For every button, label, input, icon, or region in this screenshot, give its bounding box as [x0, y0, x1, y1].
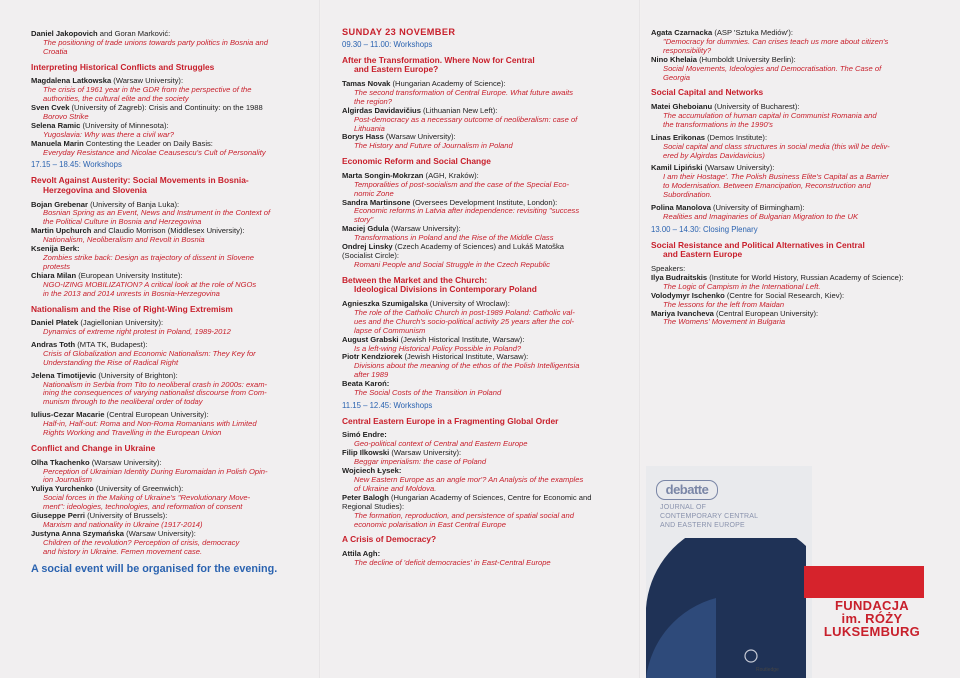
section-title [31, 176, 312, 195]
talk-title-line: Geo-political context of Central and Eastern Europe [354, 439, 528, 449]
talk-title-line: The Womens' Movement in Bulgaria [663, 317, 786, 327]
speaker-affiliation: (Central European University): [104, 410, 209, 420]
speaker-name: Ksenija Berk: [31, 244, 80, 254]
speaker-affiliation: (MTA TK, Budapest): [75, 339, 148, 349]
speaker-name: Simó Endre: [342, 430, 387, 440]
section-title-line: Herzegovina and Slovenia [43, 184, 147, 195]
speaker-affiliation: (University of Minnesota): [80, 120, 169, 130]
speaker-name: Linas Erikonas [651, 132, 706, 142]
speaker-name: Giuseppe Perri [31, 511, 86, 521]
speaker-name: Polina Manolova [651, 203, 711, 213]
speaker-affiliation: (ASP 'Sztuka Mediów'): [712, 28, 794, 37]
speaker-affiliation: and Claudio Morrison (Middlesex University): [91, 226, 245, 236]
talk-title-line: Post-democracy as a necessary outcome of neoliberalism: case of [354, 114, 578, 124]
talk-title-line: Zombies strike back: Design as trajectory of dissent in Slovene [43, 253, 255, 262]
speaker-affiliation: (Oversees Development Institute, London): [410, 197, 558, 207]
speaker-name: Tamas Novak [342, 79, 391, 88]
journal-logo: debatte [656, 480, 718, 500]
talk-title-line: ues and the Church's socio-political activity 25 years after the col- [354, 316, 575, 326]
speaker-name: Beata Karoń: [342, 379, 390, 389]
speaker-name: Chiara Milan [31, 270, 77, 280]
section-title [651, 241, 950, 260]
talk-title-line: Beggar imperialism: the case of Poland [354, 457, 487, 467]
speaker-affiliation: (University of Zagreb): Crisis and Continuity: on the 1988 [69, 103, 263, 113]
talk-title-line: Social capital and class structures in social media (this will be deliv- [663, 141, 890, 151]
column-middle [320, 0, 640, 678]
section-title-line: After the Transformation. Where Now for Central [342, 54, 535, 65]
time-slot: 13.00 – 14.30: Closing Plenary [651, 224, 758, 234]
speaker-list [31, 201, 312, 299]
talk-title-line: ment": ideologies, technologies, and reformation of consent [43, 502, 243, 512]
talk-title-line: Subordination. [663, 190, 712, 200]
speaker-list [31, 30, 312, 57]
section-title: Interpreting Historical Conflicts and Struggles [31, 61, 215, 72]
speaker-affiliation: (Central European University): [713, 308, 819, 318]
talk-title-line: Realities and Imaginaries of Bulgarian Migration to the UK [663, 212, 859, 221]
publisher-name: Routledge [756, 667, 779, 673]
speaker-name: Olha Tkachenko [31, 457, 90, 467]
talk-title-line: The role of the Catholic Church in post-1989 Poland: Catholic val- [354, 307, 575, 317]
talk-title-line: Bosnian Spring as an Event, News and Instrument in the Context of [43, 208, 271, 218]
speaker-name: Martin Upchurch [31, 226, 92, 236]
speaker-affiliation: Regional Studies): [342, 501, 405, 511]
talk-title-line: Lithuania [354, 123, 385, 133]
speaker-affiliation: (University of Wroclaw): [427, 299, 510, 308]
speaker-name: Filip Ilkowski [342, 448, 390, 458]
talk-title-line: The lessons for the left from Maidan [663, 299, 785, 309]
talk-title-line: the Political Culture in Bosnia and Herzegovina [43, 217, 202, 227]
talk-title-line: of Ukraine and Moldova. [354, 483, 437, 493]
talk-title-line: Nationalism, Neoliberalism and Revolt in Bosnia [43, 235, 205, 245]
talk-title-line: Dynamics of extreme right protest in Poland, 1989-2012 [43, 327, 231, 337]
talk-title-line: in the 2013 and 2014 unrests in Bosnia-Herzegovina [43, 288, 220, 298]
speaker-affiliation: (Hungarian Academy of Sciences, Centre for Economic and [388, 492, 592, 502]
talk-title-line: The Social Costs of the Transition in Poland [354, 388, 502, 398]
talk-title-line: after 1989 [354, 370, 389, 380]
social-event-note: A social event will be organised for the evening. [31, 562, 278, 575]
speaker-name: Iulius-Cezar Macarie [31, 410, 105, 420]
speakers-label: Speakers: [651, 264, 686, 273]
talk-title-line: The History and Future of Journalism in Poland [354, 141, 513, 151]
speaker-name: Borys Hass [342, 132, 384, 142]
speaker-affiliation: Contesting the Leader on Daily Basis: [83, 138, 213, 148]
time-slot: 09.30 – 11.00: Workshops [342, 39, 433, 49]
section-title-line: Ideological Divisions in Contemporary Poland [354, 284, 537, 295]
speaker-name: Kamil Lipiński [651, 163, 703, 173]
speaker-list [342, 300, 630, 398]
talk-title-line: Crisis of Globalization and Economic Nationalism: They Key for [43, 348, 256, 358]
section-title [342, 276, 630, 295]
speaker-affiliation: (University of Bucharest): [712, 102, 800, 112]
section-title-line: and Eastern Europe [663, 249, 743, 260]
talk-title-line: Perception of Ukrainian Identity During Euromaidan in Polish Opin- [43, 466, 268, 476]
speaker-name: Agnieszka Szumigalska [342, 299, 428, 308]
talk-title-line: story" [354, 215, 374, 225]
talk-title-line: Rights Working and Travelling in the European Union [43, 428, 222, 438]
talk-title-line: Economic reforms in Latvia after independence: revisiting "success [354, 206, 580, 216]
speaker-affiliation: (Warsaw University): [389, 448, 462, 458]
talk-title-line: Is a left-wing Historical Policy Possible in Poland? [354, 343, 522, 353]
speaker-list [342, 550, 630, 568]
talk-title-line: Divisions about the meaning of the ethos of the Polish Intelligentsia [354, 361, 580, 371]
speaker-affiliation: and Goran Marković: [97, 29, 171, 38]
talk-title-line: the region? [354, 96, 392, 106]
speaker-affiliation: (Lithuanian New Left): [420, 105, 498, 115]
speaker-name: Justyna Anna Szymańska [31, 528, 124, 538]
section-title-line: Social Resistance and Political Alternatives in Central [651, 239, 865, 250]
foundation-logo [812, 600, 932, 638]
speaker-list [31, 77, 312, 157]
talk-title-line: New Eastern Europe as an angle mor'? An Analysis of the examples [354, 475, 584, 484]
speaker-name: Daniel Płatek [31, 318, 79, 328]
speaker-name: Matei Gheboianu [651, 102, 713, 112]
talk-title-line: munism through to the neoliberal order of today [43, 397, 203, 407]
talk-title-line: Transformations in Poland and the Rise of the Middle Class [354, 233, 554, 243]
talk-title-line: The formation, reproduction, and persistence of spatial social and [354, 510, 574, 520]
column-left [0, 0, 320, 678]
speaker-affiliation: (Warsaw University): [89, 457, 162, 467]
time-slot: 11.15 – 12.45: Workshops [342, 400, 433, 410]
speaker-affiliation: (University of Banja Luka): [87, 199, 180, 209]
talk-title-line: I am their Hostage'. The Polish Business Elite's Capital as a Barrier [663, 172, 889, 182]
talk-title-line: NGO-IZING MOBILIZATION? A critical look at the role of NGOs [43, 279, 257, 289]
speaker-list [651, 29, 950, 82]
talk-title-line: ered by Algirdas Davidavicius) [663, 150, 765, 160]
speaker-affiliation: (AGH, Kraków): [423, 170, 479, 180]
speaker-affiliation: (Warsaw University): [111, 76, 184, 86]
journal-cover [646, 466, 812, 678]
journal-subtitle-line: JOURNAL OF [660, 504, 707, 511]
speaker-affiliation: (Warsaw University): [702, 163, 775, 173]
speaker-affiliation: (University of Brighton): [96, 370, 178, 380]
speaker-affiliation: (University of Birmingham): [710, 203, 805, 213]
talk-title-line: Romani People and Social Struggle in the Czech Republic [354, 259, 550, 269]
speaker-name: Wojciech Łysek: [342, 466, 402, 476]
speaker-affiliation: (Humboldt University Berlin): [697, 54, 796, 64]
foundation-logo-bar [804, 566, 924, 598]
speaker-name: Volodymyr Ischenko [651, 290, 725, 300]
talk-title-line: and history in Ukraine. Femen movement case. [43, 546, 203, 556]
talk-title-line: The decline of 'deficit democracies' in East-Central Europe [354, 557, 551, 567]
talk-title-line: The accumulation of human capital in Communist Romania and [663, 110, 877, 120]
speaker-name: Daniel Jakopovich [31, 29, 98, 38]
speaker-name: Marta Songin-Mokrzan [342, 170, 424, 180]
section-title: Central Eastern Europe in a Fragmenting Global Order [342, 415, 559, 426]
talk-title-line: economic polarisation in East Central Europe [354, 519, 506, 529]
section-title: Conflict and Change in Ukraine [31, 443, 156, 453]
speaker-name: Magdalena Latkowska [31, 76, 112, 86]
time-slot: 17.15 – 18.45: Workshops [31, 160, 122, 170]
speaker-list [31, 459, 312, 557]
speaker-name: Maciej Gdula [342, 224, 389, 234]
speaker-affiliation: (European University Institute): [76, 270, 183, 280]
speaker-name: Jelena Timotijevic [31, 370, 97, 380]
speaker-affiliation: (Warsaw University): [388, 224, 461, 234]
section-title: A Crisis of Democracy? [342, 534, 437, 545]
speaker-name: Selena Ramic [31, 120, 81, 130]
speaker-name: Manuela Marin [31, 138, 84, 148]
talk-title-line: The Logic of Campism in the International Left. [663, 281, 821, 291]
talk-title-line: Everyday Resistance and Nicolae Ceausescu's Cult of Personality [43, 147, 266, 157]
speaker-name: Andras Toth [31, 339, 76, 349]
talk-title-line: authorities, the cultural elite and the society [43, 94, 189, 104]
speaker-name: August Grabski [342, 334, 399, 344]
talk-title-line: protests [43, 261, 71, 271]
foundation-line: im. RÓŻY [841, 610, 903, 626]
speaker-affiliation: (Jewish Historical Institute, Warsaw): [402, 352, 529, 362]
section-title [342, 56, 630, 75]
talk-title-line: Georgia [663, 72, 691, 82]
speaker-name: Bojan Grebenar [31, 199, 88, 209]
speaker-affiliation: (Institute for World History, Russian Academy of Science): [707, 272, 904, 282]
section-title: Nationalism and the Rise of Right-Wing Extremism [31, 303, 233, 314]
speaker-name: Piotr Kendziorek [342, 352, 403, 362]
speaker-list [31, 319, 312, 438]
speaker-name: Sven Cvek [31, 103, 70, 113]
talk-title-line: The positioning of trade unions towards party politics in Bosnia and [43, 37, 268, 47]
speaker-list [651, 103, 950, 222]
talk-title-line: Borovo Strike [43, 111, 89, 121]
talk-title-line: The second transformation of Central Europe. What future awaits [354, 87, 574, 97]
speaker-list [342, 431, 630, 529]
talk-title-line: Half-in, Half-out: Roma and Non-Roma Romanians with Limited [43, 419, 257, 429]
section-title: Economic Reform and Social Change [342, 156, 491, 167]
speaker-affiliation: (Socialist Circle): [342, 251, 399, 260]
talk-title-line: responsibility? [663, 45, 712, 55]
talk-title-line: nomic Zone [354, 188, 394, 198]
talk-title-line: Social Movements, Ideologies and Democratisation. The Case of [663, 63, 882, 73]
speaker-affiliation: (Warsaw University): [124, 528, 196, 538]
section-title-line: Revolt Against Austerity: Social Movements in Bosnia- [31, 175, 249, 186]
speaker-affiliation: (Jewish Historical Institute, Warsaw): [398, 334, 525, 344]
talk-title-line: Understanding the Rise of Radical Right [43, 357, 179, 367]
talk-title-line: Social forces in the Making of Ukraine's "Revolutionary Move- [43, 493, 251, 503]
talk-title-line: Croatia [43, 46, 68, 56]
talk-title-line: Yugoslavia: Why was there a civil war? [43, 129, 174, 139]
speaker-affiliation: (University of Brussels): [85, 511, 168, 521]
speaker-name: Yuliya Yurchenko [31, 484, 94, 494]
journal-cover-graphic [646, 538, 812, 678]
speaker-name: Attila Agh: [342, 549, 381, 559]
speaker-affiliation: (Warsaw University): [383, 132, 456, 142]
speaker-list [342, 80, 630, 151]
talk-title-line: ion Journalism [43, 475, 92, 485]
journal-subtitle-line: CONTEMPORARY CENTRAL [660, 513, 759, 520]
speaker-name: Ondrej Linsky [342, 242, 393, 252]
journal-subtitle-line: AND EASTERN EUROPE [660, 522, 745, 529]
day-heading: SUNDAY 23 NOVEMBER [342, 27, 456, 37]
talk-title-line: lapse of Communism [354, 325, 426, 335]
speaker-affiliation: (University of Greenwich): [93, 484, 184, 494]
section-title-line: Between the Market and the Church: [342, 274, 488, 285]
speaker-name: Ilya Budraitskis [651, 272, 708, 282]
talk-title-line: ining the consequences of varying nationalist discourse from Com- [43, 388, 267, 398]
talk-title-line: Temporalities of post-socialism and the case of the Special Eco- [354, 179, 569, 189]
speaker-list [651, 274, 950, 327]
speaker-name: Agata Czarnacka [651, 28, 713, 37]
talk-title-line: The crisis of 1961 year in the GDR from the perspective of the [43, 85, 252, 95]
section-title: Social Capital and Networks [651, 87, 764, 98]
foundation-line: FUNDACJA [835, 598, 909, 613]
talk-title-line: "Democracy for dummies. Can crises teach us more about citizen's [663, 36, 889, 46]
talk-title-line: Nationalism in Serbia from Tito to neoliberal crash in 2000s: exam- [43, 379, 268, 389]
speaker-name: Nino Khelaia [651, 54, 697, 64]
talk-title-line: the transformations in the 1990's [663, 119, 773, 129]
speaker-affiliation: (Jagiellonian University): [78, 318, 164, 328]
speaker-name: Algirdas Davidavičius [342, 105, 421, 115]
speaker-list [342, 172, 630, 270]
foundation-line: LUKSEMBURG [823, 623, 921, 639]
speaker-affiliation: (Hungarian Academy of Science): [390, 79, 506, 88]
section-title-line: and Eastern Europe? [354, 64, 439, 75]
speaker-name: Peter Balogh [342, 492, 389, 502]
speaker-affiliation: (Centre for Social Research, Kiev): [724, 290, 845, 300]
talk-title-line: Marxism and nationality in Ukraine (1917-2014) [43, 519, 203, 529]
talk-title-line: to Modernisation. Between Emancipation, Reconstruction and [663, 181, 871, 191]
speaker-name: Mariya Ivancheva [651, 308, 714, 318]
speaker-affiliation: (Demos Institute): [705, 132, 768, 142]
speaker-name: Sandra Martinsone [342, 197, 411, 207]
speaker-affiliation: (Czech Academy of Sciences) and Lukáš Matoška [392, 242, 565, 252]
talk-title-line: Children of the revolution? Perception of crisis, democracy [43, 537, 240, 547]
